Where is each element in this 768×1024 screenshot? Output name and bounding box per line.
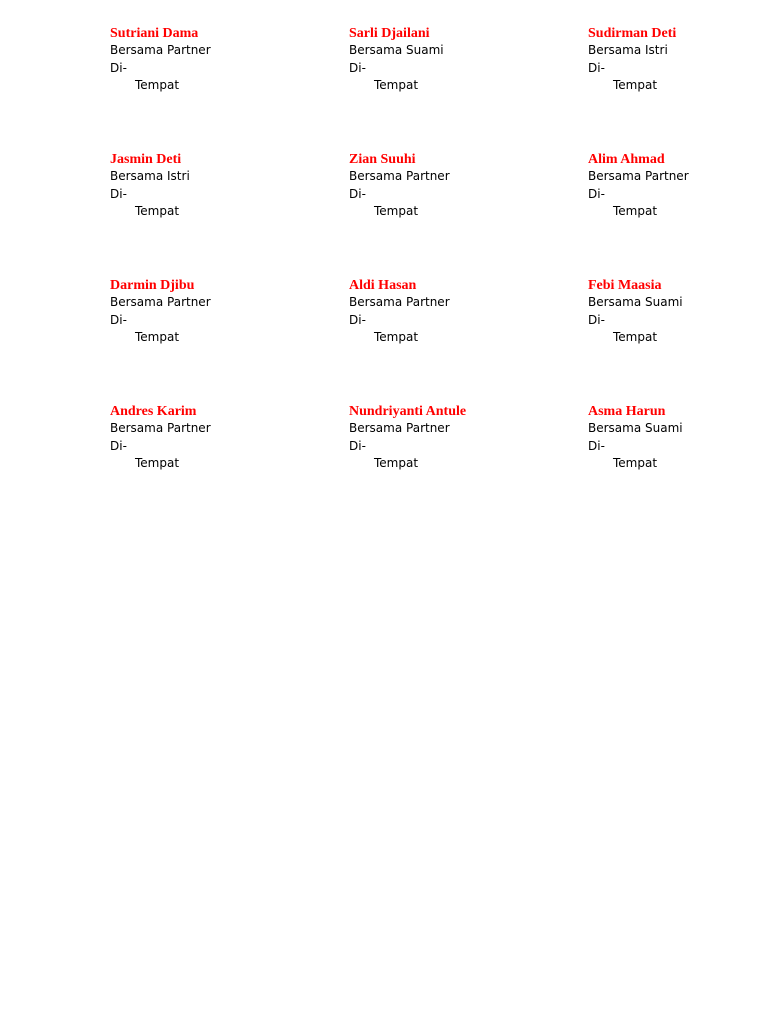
recipient-name: Asma Harun bbox=[588, 404, 666, 419]
address-label bbox=[110, 25, 330, 135]
companion-line: Bersama Suami bbox=[588, 421, 683, 435]
destination-place: Tempat bbox=[135, 204, 180, 218]
companion-line: Bersama Partner bbox=[588, 169, 689, 183]
destination-place: Tempat bbox=[135, 456, 180, 470]
companion-line: Bersama Partner bbox=[110, 43, 211, 57]
destination-prefix: Di- bbox=[349, 186, 366, 201]
recipient-name: Andres Karim bbox=[110, 404, 197, 419]
address-label bbox=[588, 277, 768, 387]
recipient-name: Sarli Djailani bbox=[349, 26, 430, 41]
recipient-name: Alim Ahmad bbox=[588, 152, 665, 167]
recipient-name: Zian Suuhi bbox=[349, 152, 416, 167]
destination-prefix: Di- bbox=[349, 438, 366, 453]
destination-place: Tempat bbox=[613, 456, 658, 470]
recipient-name: Nundriyanti Antule bbox=[349, 404, 467, 419]
recipient-name: Febi Maasia bbox=[588, 278, 662, 293]
destination-prefix: Di- bbox=[588, 60, 605, 75]
recipient-name: Aldi Hasan bbox=[349, 278, 417, 293]
destination-prefix: Di- bbox=[588, 438, 605, 453]
destination-place: Tempat bbox=[613, 204, 658, 218]
destination-place: Tempat bbox=[135, 78, 180, 92]
address-label bbox=[588, 151, 768, 261]
destination-place: Tempat bbox=[374, 456, 419, 470]
destination-prefix: Di- bbox=[110, 60, 127, 75]
companion-line: Bersama Partner bbox=[349, 169, 450, 183]
address-label bbox=[349, 277, 569, 387]
destination-prefix: Di- bbox=[349, 60, 366, 75]
destination-place: Tempat bbox=[613, 330, 658, 344]
address-label bbox=[588, 25, 768, 135]
address-label bbox=[349, 151, 569, 261]
destination-place: Tempat bbox=[613, 78, 658, 92]
address-label bbox=[110, 277, 330, 387]
companion-line: Bersama Istri bbox=[110, 169, 190, 183]
destination-place: Tempat bbox=[135, 330, 180, 344]
companion-line: Bersama Partner bbox=[110, 295, 211, 309]
recipient-name: Jasmin Deti bbox=[110, 152, 182, 167]
destination-place: Tempat bbox=[374, 204, 419, 218]
companion-line: Bersama Suami bbox=[588, 295, 683, 309]
companion-line: Bersama Partner bbox=[110, 421, 211, 435]
address-label bbox=[349, 403, 569, 513]
companion-line: Bersama Partner bbox=[349, 421, 450, 435]
recipient-name: Sutriani Dama bbox=[110, 26, 199, 41]
recipient-name: Sudirman Deti bbox=[588, 26, 677, 41]
companion-line: Bersama Partner bbox=[349, 295, 450, 309]
address-label bbox=[588, 403, 768, 513]
companion-line: Bersama Istri bbox=[588, 43, 668, 57]
destination-prefix: Di- bbox=[110, 312, 127, 327]
destination-prefix: Di- bbox=[110, 186, 127, 201]
destination-prefix: Di- bbox=[349, 312, 366, 327]
destination-prefix: Di- bbox=[110, 438, 127, 453]
destination-prefix: Di- bbox=[588, 312, 605, 327]
destination-place: Tempat bbox=[374, 330, 419, 344]
address-label bbox=[110, 403, 330, 513]
destination-place: Tempat bbox=[374, 78, 419, 92]
address-label bbox=[349, 25, 569, 135]
companion-line: Bersama Suami bbox=[349, 43, 444, 57]
destination-prefix: Di- bbox=[588, 186, 605, 201]
recipient-name: Darmin Djibu bbox=[110, 278, 195, 293]
address-label bbox=[110, 151, 330, 261]
